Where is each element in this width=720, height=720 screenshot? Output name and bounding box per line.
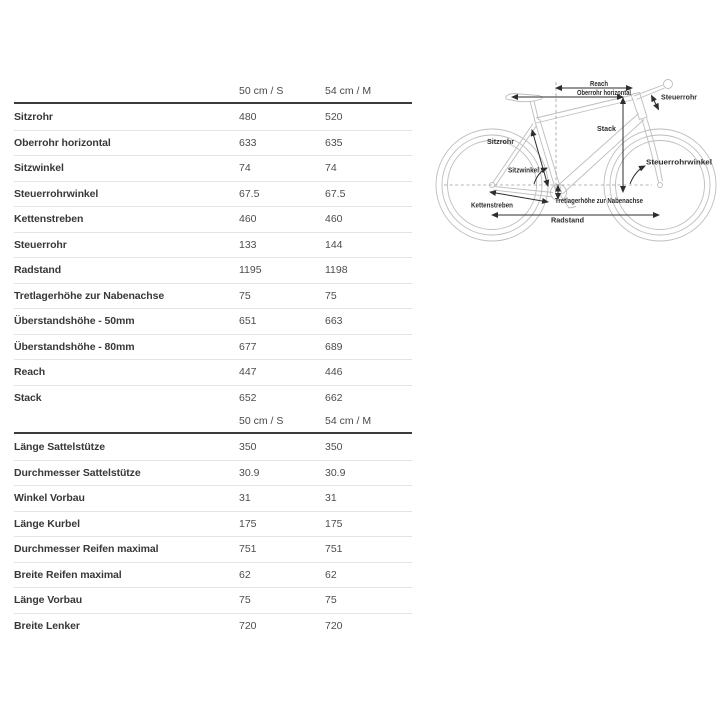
row-value-m: 75 <box>325 289 337 302</box>
row-value-m: 460 <box>325 213 343 226</box>
bike-geometry-diagram <box>430 60 720 250</box>
table-header-row <box>14 410 412 434</box>
table-row <box>14 359 412 385</box>
table-row <box>14 283 412 309</box>
row-value-m: 31 <box>325 492 337 505</box>
row-value-s: 67.5 <box>239 187 260 200</box>
frame-geometry-table <box>14 80 412 410</box>
row-value-s: 651 <box>239 315 257 328</box>
table-header-row <box>14 80 412 104</box>
row-value-m: 175 <box>325 517 343 530</box>
row-label: Breite Reifen maximal <box>14 568 122 581</box>
row-value-s: 75 <box>239 289 251 302</box>
diagram-label-stack: Stack <box>597 124 617 133</box>
row-value-m: 74 <box>325 162 337 175</box>
row-value-s: 460 <box>239 213 257 226</box>
table-row <box>14 536 412 562</box>
diagram-label-steuerrohr: Steuerrohr <box>661 92 698 102</box>
diagram-label-reach: Reach <box>590 79 609 88</box>
diagram-label-sitzwinkel: Sitzwinkel <box>508 165 539 175</box>
row-value-s: 175 <box>239 517 257 530</box>
column-header-size-s: 50 cm / S <box>239 415 284 427</box>
row-value-s: 633 <box>239 136 257 149</box>
row-label: Länge Kurbel <box>14 517 80 530</box>
row-label: Stack <box>14 391 42 404</box>
table-row <box>14 181 412 207</box>
table-row <box>14 257 412 283</box>
row-label: Durchmesser Sattelstütze <box>14 466 141 479</box>
row-label: Winkel Vorbau <box>14 492 85 505</box>
row-value-s: 74 <box>239 162 251 175</box>
diagram-labels <box>471 79 712 225</box>
table-row <box>14 434 412 460</box>
row-value-s: 677 <box>239 340 257 353</box>
row-value-s: 30.9 <box>239 466 260 479</box>
row-value-m: 30.9 <box>325 466 346 479</box>
table-row <box>14 511 412 537</box>
row-value-s: 133 <box>239 238 257 251</box>
row-value-s: 720 <box>239 619 257 632</box>
row-value-s: 652 <box>239 391 257 404</box>
row-value-m: 635 <box>325 136 343 149</box>
row-label: Oberrohr horizontal <box>14 136 111 149</box>
row-value-m: 75 <box>325 594 337 607</box>
diagram-label-tretlager: Tretlagerhöhe zur Nabenachse <box>555 196 643 205</box>
diagram-label-radstand: Radstand <box>551 215 585 225</box>
row-value-s: 447 <box>239 366 257 379</box>
row-value-s: 350 <box>239 440 257 453</box>
table-row <box>14 613 412 639</box>
row-value-m: 662 <box>325 391 343 404</box>
table-row <box>14 334 412 360</box>
table-row <box>14 232 412 258</box>
row-label: Länge Sattelstütze <box>14 440 105 453</box>
row-label: Steuerrohr <box>14 238 67 251</box>
diagram-label-kettenstreben: Kettenstreben <box>471 200 514 210</box>
row-value-m: 67.5 <box>325 187 346 200</box>
row-value-m: 720 <box>325 619 343 632</box>
row-value-m: 689 <box>325 340 343 353</box>
table-row <box>14 385 412 411</box>
diagram-label-sitzrohr: Sitzrohr <box>487 137 515 146</box>
row-value-s: 751 <box>239 543 257 556</box>
geometry-tables <box>14 80 412 638</box>
table-row <box>14 308 412 334</box>
row-label: Überstandshöhe - 80mm <box>14 340 135 353</box>
column-header-size-m: 54 cm / M <box>325 415 372 427</box>
column-header-size-s: 50 cm / S <box>239 85 284 97</box>
row-value-m: 1198 <box>325 264 348 277</box>
row-value-s: 75 <box>239 594 251 607</box>
table-row <box>14 562 412 588</box>
row-label: Länge Vorbau <box>14 594 83 607</box>
row-value-m: 62 <box>325 568 337 581</box>
row-label: Sitzrohr <box>14 110 53 123</box>
table-row <box>14 485 412 511</box>
row-value-m: 350 <box>325 440 343 453</box>
components-table <box>14 410 412 638</box>
row-value-m: 520 <box>325 110 343 123</box>
steuerrohrwinkel-arc <box>630 166 645 184</box>
row-value-m: 663 <box>325 315 343 328</box>
row-label: Sitzwinkel <box>14 162 64 175</box>
row-value-m: 446 <box>325 366 343 379</box>
table-row <box>14 587 412 613</box>
diagram-label-oberrohr: Oberrohr horizontal <box>577 88 631 98</box>
row-label: Überstandshöhe - 50mm <box>14 315 135 328</box>
table-row <box>14 155 412 181</box>
row-label: Kettenstreben <box>14 213 84 226</box>
table-row <box>14 460 412 486</box>
row-value-s: 62 <box>239 568 251 581</box>
row-value-s: 31 <box>239 492 251 505</box>
table-row <box>14 206 412 232</box>
row-value-m: 144 <box>325 238 343 251</box>
row-label: Reach <box>14 366 46 379</box>
column-header-size-m: 54 cm / M <box>325 85 372 97</box>
steuerrohr-arrow <box>652 96 659 110</box>
row-value-s: 480 <box>239 110 257 123</box>
row-label: Steuerrohrwinkel <box>14 187 99 200</box>
row-value-s: 1195 <box>239 264 262 277</box>
row-label: Durchmesser Reifen maximal <box>14 543 159 556</box>
row-label: Breite Lenker <box>14 619 80 632</box>
row-value-m: 751 <box>325 543 343 556</box>
row-label: Radstand <box>14 264 62 277</box>
diagram-label-steuerrohrwinkel: Steuerrohrwinkel <box>646 157 712 167</box>
row-label: Tretlagerhöhe zur Nabenachse <box>14 289 165 302</box>
table-row <box>14 104 412 130</box>
table-row <box>14 130 412 156</box>
